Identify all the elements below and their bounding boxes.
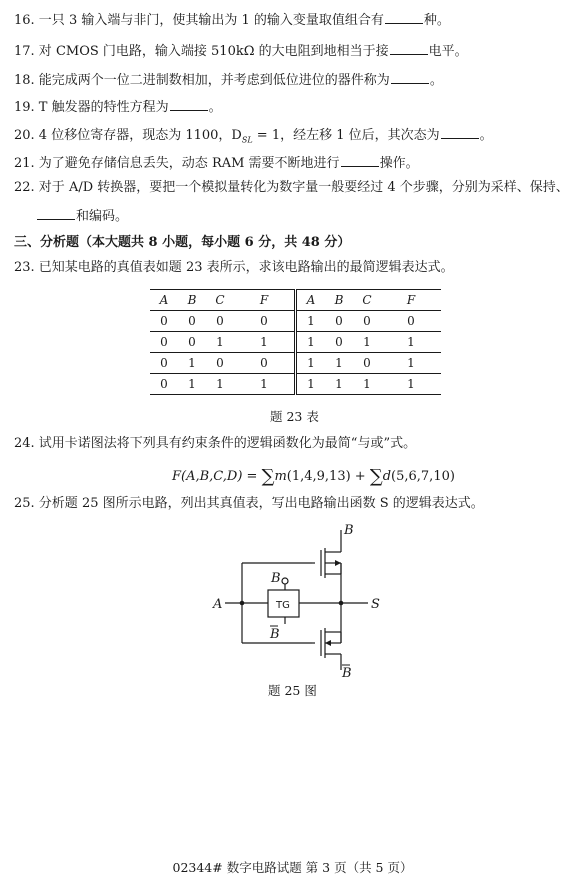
tg-label: TG xyxy=(276,600,290,611)
table-cell: 1 xyxy=(381,353,441,374)
table-cell: 0 xyxy=(353,353,381,374)
question-23: 23. 已知某电路的真值表如题 23 表所示，求该电路输出的最简逻辑表达式。 xyxy=(14,260,454,275)
table-cell: 1 xyxy=(353,374,381,395)
header-a: A xyxy=(150,290,178,311)
header-c: C xyxy=(206,290,234,311)
table-cell: 1 xyxy=(296,374,326,395)
question-18-suffix: 。 xyxy=(429,73,443,88)
table-cell: 0 xyxy=(150,311,178,332)
table-cell: 0 xyxy=(178,332,206,353)
page-footer: 02344# 数字电路试题 第 3 页（共 5 页） xyxy=(172,860,413,875)
question-22-text: 22. 对于 A/D 转换器，要把一个模拟量转化为数字量一般要经过 4 个步骤，分别为采样、保持、 xyxy=(14,180,569,195)
table-row xyxy=(150,332,441,353)
table-row xyxy=(150,374,441,395)
table-cell: 1 xyxy=(234,374,296,395)
table-cell: 1 xyxy=(325,374,353,395)
b-bar-bottom-label: B xyxy=(342,666,352,680)
question-18 xyxy=(14,71,443,89)
header-a: A xyxy=(296,290,326,311)
junction-dot xyxy=(339,601,344,606)
question-19 xyxy=(14,98,222,116)
table-cell: 1 xyxy=(325,353,353,374)
b-top-label: B xyxy=(344,523,354,538)
header-f: F xyxy=(234,290,296,311)
table-cell: 1 xyxy=(206,374,234,395)
answer-blank xyxy=(341,154,379,167)
header-b: B xyxy=(178,290,206,311)
table-cell: 0 xyxy=(234,311,296,332)
question-24: 24. 试用卡诺图法将下列具有约束条件的逻辑函数化为最简“与或”式。 xyxy=(14,436,417,451)
table-cell: 1 xyxy=(206,332,234,353)
truth-table xyxy=(150,289,441,395)
question-22-line-1 xyxy=(14,180,569,196)
figure-25-caption: 题 25 图 xyxy=(268,683,317,698)
question-20-text: 20. 4 位移位寄存器，现态为 1100，D xyxy=(14,128,242,143)
question-20 xyxy=(14,126,493,149)
question-21 xyxy=(14,154,419,172)
circuit-diagram xyxy=(205,520,385,680)
table-cell: 1 xyxy=(178,374,206,395)
header-f: F xyxy=(381,290,441,311)
table-cell: 0 xyxy=(325,311,353,332)
answer-blank xyxy=(170,98,208,111)
question-19-suffix: 。 xyxy=(208,100,222,115)
table-cell: 1 xyxy=(178,353,206,374)
table-cell: 0 xyxy=(150,332,178,353)
question-21-suffix: 操作。 xyxy=(379,156,419,171)
answer-blank xyxy=(390,42,428,55)
question-20-text-mid: = 1，经左移 1 位后，其次态为 xyxy=(252,128,440,143)
header-c: C xyxy=(353,290,381,311)
inversion-bubble xyxy=(282,578,288,584)
table-cell: 1 xyxy=(353,332,381,353)
lower-mos-transistor xyxy=(312,628,341,670)
table-cell: 1 xyxy=(296,353,326,374)
table-cell: 0 xyxy=(206,353,234,374)
input-a-label: A xyxy=(213,597,223,612)
question-20-suffix: 。 xyxy=(479,128,493,143)
table-cell: 1 xyxy=(296,332,326,353)
formula-m-terms: (1,4,9,13) xyxy=(286,469,351,484)
table-cell: 0 xyxy=(178,311,206,332)
table-row xyxy=(150,353,441,374)
question-16-suffix: 种。 xyxy=(423,13,450,28)
formula-m-label: m xyxy=(274,469,287,484)
table-cell: 0 xyxy=(234,353,296,374)
formula-d-label: d xyxy=(382,469,392,484)
answer-blank xyxy=(391,71,429,84)
question-21-text: 21. 为了避免存储信息丢失，动态 RAM 需要不断地进行 xyxy=(14,156,340,171)
formula xyxy=(172,466,455,487)
formula-d-terms: (5,6,7,10) xyxy=(391,469,455,484)
table-cell: 0 xyxy=(381,311,441,332)
output-s-label: S xyxy=(371,597,380,612)
table-row xyxy=(150,311,441,332)
table-cell: 1 xyxy=(296,311,326,332)
junction-dot xyxy=(240,601,245,606)
question-19-text: 19. T 触发器的特性方程为 xyxy=(14,100,169,115)
table-cell: 0 xyxy=(353,311,381,332)
sum-symbol: ∑ xyxy=(261,466,275,487)
question-17 xyxy=(14,42,468,60)
question-17-text: 17. 对 CMOS 门电路，输入端接 510kΩ 的大电阻到地相当于接 xyxy=(14,44,389,59)
question-17-suffix: 电平。 xyxy=(428,44,468,59)
table-cell: 0 xyxy=(206,311,234,332)
table-cell: 0 xyxy=(150,353,178,374)
question-25: 25. 分析题 25 图所示电路，列出其真值表，写出电路输出函数 S 的逻辑表达式。 xyxy=(14,496,484,511)
answer-blank xyxy=(37,207,75,220)
question-18-text: 18. 能完成两个一位二进制数相加，并考虑到低位进位的器件称为 xyxy=(14,73,390,88)
table-cell: 1 xyxy=(381,374,441,395)
upper-mos-transistor xyxy=(312,530,341,578)
answer-blank xyxy=(385,11,423,24)
b-bar-control-label: B xyxy=(270,627,280,642)
table-cell: 0 xyxy=(150,374,178,395)
question-20-subscript: SL xyxy=(241,135,253,145)
section-3-title: 三、分析题（本大题共 8 小题，每小题 6 分，共 48 分） xyxy=(14,235,351,250)
table-cell: 1 xyxy=(381,332,441,353)
question-22-suffix: 和编码。 xyxy=(76,209,129,224)
table-cell: 0 xyxy=(325,332,353,353)
b-control-label: B xyxy=(271,571,281,586)
table-23-caption: 题 23 表 xyxy=(270,409,319,424)
sum-symbol: ∑ xyxy=(369,466,383,487)
header-b: B xyxy=(325,290,353,311)
formula-plus: + xyxy=(350,469,370,484)
answer-blank xyxy=(441,126,479,139)
formula-lhs: F(A,B,C,D) = xyxy=(172,469,262,484)
question-16 xyxy=(14,11,450,29)
question-22-line-2 xyxy=(36,207,128,225)
question-16-text: 16. 一只 3 输入端与非门，使其输出为 1 的输入变量取值组合有 xyxy=(14,13,384,28)
table-cell: 1 xyxy=(234,332,296,353)
